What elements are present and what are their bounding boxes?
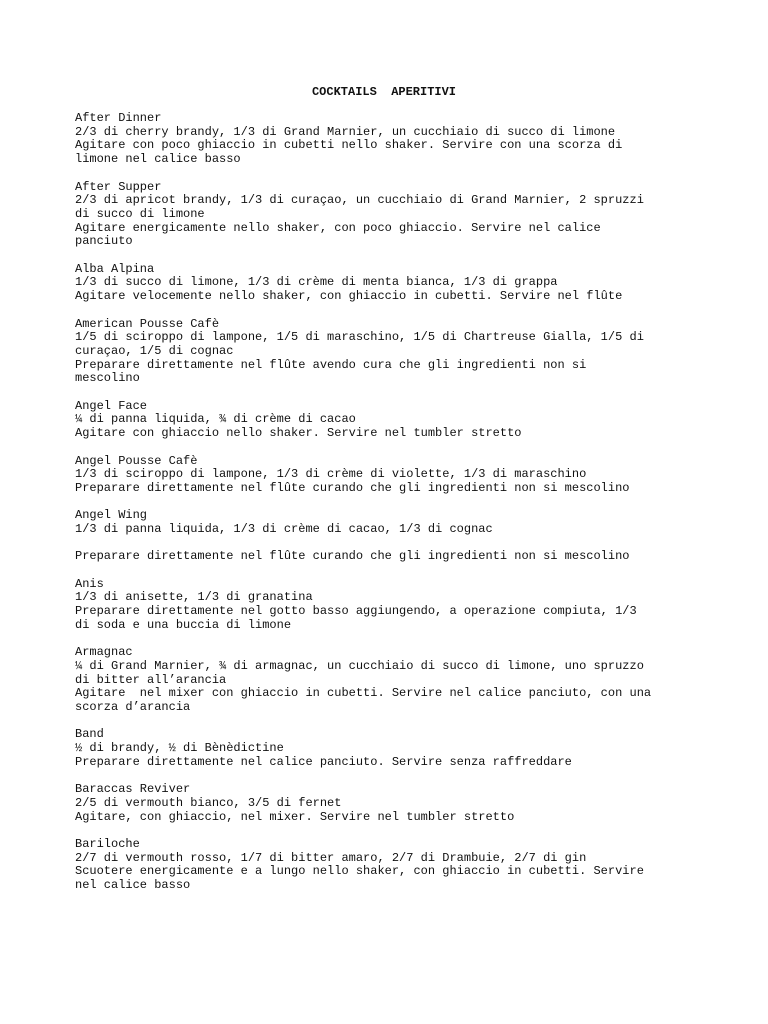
recipe-method: Agitare con poco ghiaccio in cubetti nello shaker. Servire con una scorza di [75,138,623,153]
recipe-name: After Supper [75,179,162,194]
recipe-name: American Pousse Cafè [75,316,220,331]
recipe-angel-pousse-cafe [75,455,735,496]
recipe-american-pousse-cafe [75,318,735,387]
recipe-method: Agitare energicamente nello shaker, con poco ghiaccio. Servire nel calice [75,220,601,235]
recipe-method: Agitare, con ghiaccio, nel mixer. Servire nel tumbler stretto [75,809,515,824]
recipe-ingredients: 1/3 di anisette, 1/3 di granatina [75,590,313,605]
recipe-ingredients: 2/5 di vermouth bianco, 3/5 di fernet [75,795,342,810]
recipe-method: di soda e una buccia di limone [75,617,292,632]
recipe-name: Band [75,727,104,742]
recipe-ingredients: curaçao, 1/5 di cognac [75,343,234,358]
recipe-method: limone nel calice basso [75,152,241,167]
recipe-name: Angel Wing [75,508,148,523]
recipe-method: Preparare direttamente nel flûte curando che gli ingredienti non si mescolino [75,549,630,564]
recipe-angel-wing [75,509,735,564]
recipe-bariloche [75,838,735,893]
recipe-method: Preparare direttamente nel gotto basso aggiungendo, a operazione compiuta, 1/3 [75,604,637,619]
recipe-after-dinner [75,112,735,167]
recipe-band [75,728,735,769]
recipe-method: Preparare direttamente nel calice panciuto. Servire senza raffreddare [75,754,572,769]
recipe-ingredients: ½ di brandy, ½ di Bènèdictine [75,741,284,756]
recipe-anis [75,578,735,633]
recipe-method: Scuotere energicamente e a lungo nello shaker, con ghiaccio in cubetti. Servire [75,864,644,879]
recipe-name: Alba Alpina [75,261,155,276]
recipe-method: Agitare velocemente nello shaker, con ghiaccio in cubetti. Servire nel flûte [75,289,623,304]
recipe-name: After Dinner [75,111,162,125]
recipe-list [75,112,735,907]
recipe-ingredients: ¼ di Grand Marnier, ¾ di armagnac, un cucchiaio di succo di limone, uno spruzzo [75,658,644,673]
recipe-ingredients: di bitter all’arancia [75,672,227,687]
recipe-ingredients: ¼ di panna liquida, ¾ di crème di cacao [75,412,356,427]
recipe-angel-face [75,400,735,441]
recipe-ingredients: 1/3 di succo di limone, 1/3 di crème di menta bianca, 1/3 di grappa [75,275,558,290]
recipe-ingredients: 2/3 di apricot brandy, 1/3 di curaçao, un cucchiaio di Grand Marnier, 2 spruzzi [75,193,644,208]
recipe-method: Agitare nel mixer con ghiaccio in cubetti. Servire nel calice panciuto, con una [75,686,652,701]
recipe-name: Angel Face [75,398,148,413]
recipe-ingredients: 2/7 di vermouth rosso, 1/7 di bitter amaro, 2/7 di Drambuie, 2/7 di gin [75,850,587,865]
recipe-ingredients: 1/3 di sciroppo di lampone, 1/3 di crème di violette, 1/3 di maraschino [75,467,587,482]
recipe-method: Preparare direttamente nel flûte avendo cura che gli ingredienti non si [75,357,587,372]
recipe-name: Bariloche [75,837,140,852]
page-title: COCKTAILS APERITIVI [311,85,457,99]
recipe-name: Angel Pousse Cafè [75,453,198,468]
recipe-ingredients: 2/3 di cherry brandy, 1/3 di Grand Marnier, un cucchiaio di succo di limone [75,124,616,139]
recipe-name: Baraccas Reviver [75,782,191,797]
recipe-method: Agitare con ghiaccio nello shaker. Servire nel tumbler stretto [75,426,522,441]
recipe-after-supper [75,181,735,250]
recipe-ingredients: 1/5 di sciroppo di lampone, 1/5 di maraschino, 1/5 di Chartreuse Gialla, 1/5 di [75,330,644,345]
recipe-baraccas-reviver [75,783,735,824]
recipe-method: nel calice basso [75,878,191,893]
recipe-method: mescolino [75,371,140,386]
recipe-alba-alpina [75,263,735,304]
recipe-ingredients: 1/3 di panna liquida, 1/3 di crème di cacao, 1/3 di cognac [75,522,493,536]
recipe-name: Anis [75,576,104,591]
recipe-name: Armagnac [75,645,133,660]
recipe-method: Preparare direttamente nel flûte curando che gli ingredienti non si mescolino [75,480,630,495]
recipe-method: panciuto [75,234,133,249]
recipe-ingredients: di succo di limone [75,206,205,221]
recipe-armagnac [75,646,735,715]
recipe-method: scorza d’arancia [75,700,191,715]
